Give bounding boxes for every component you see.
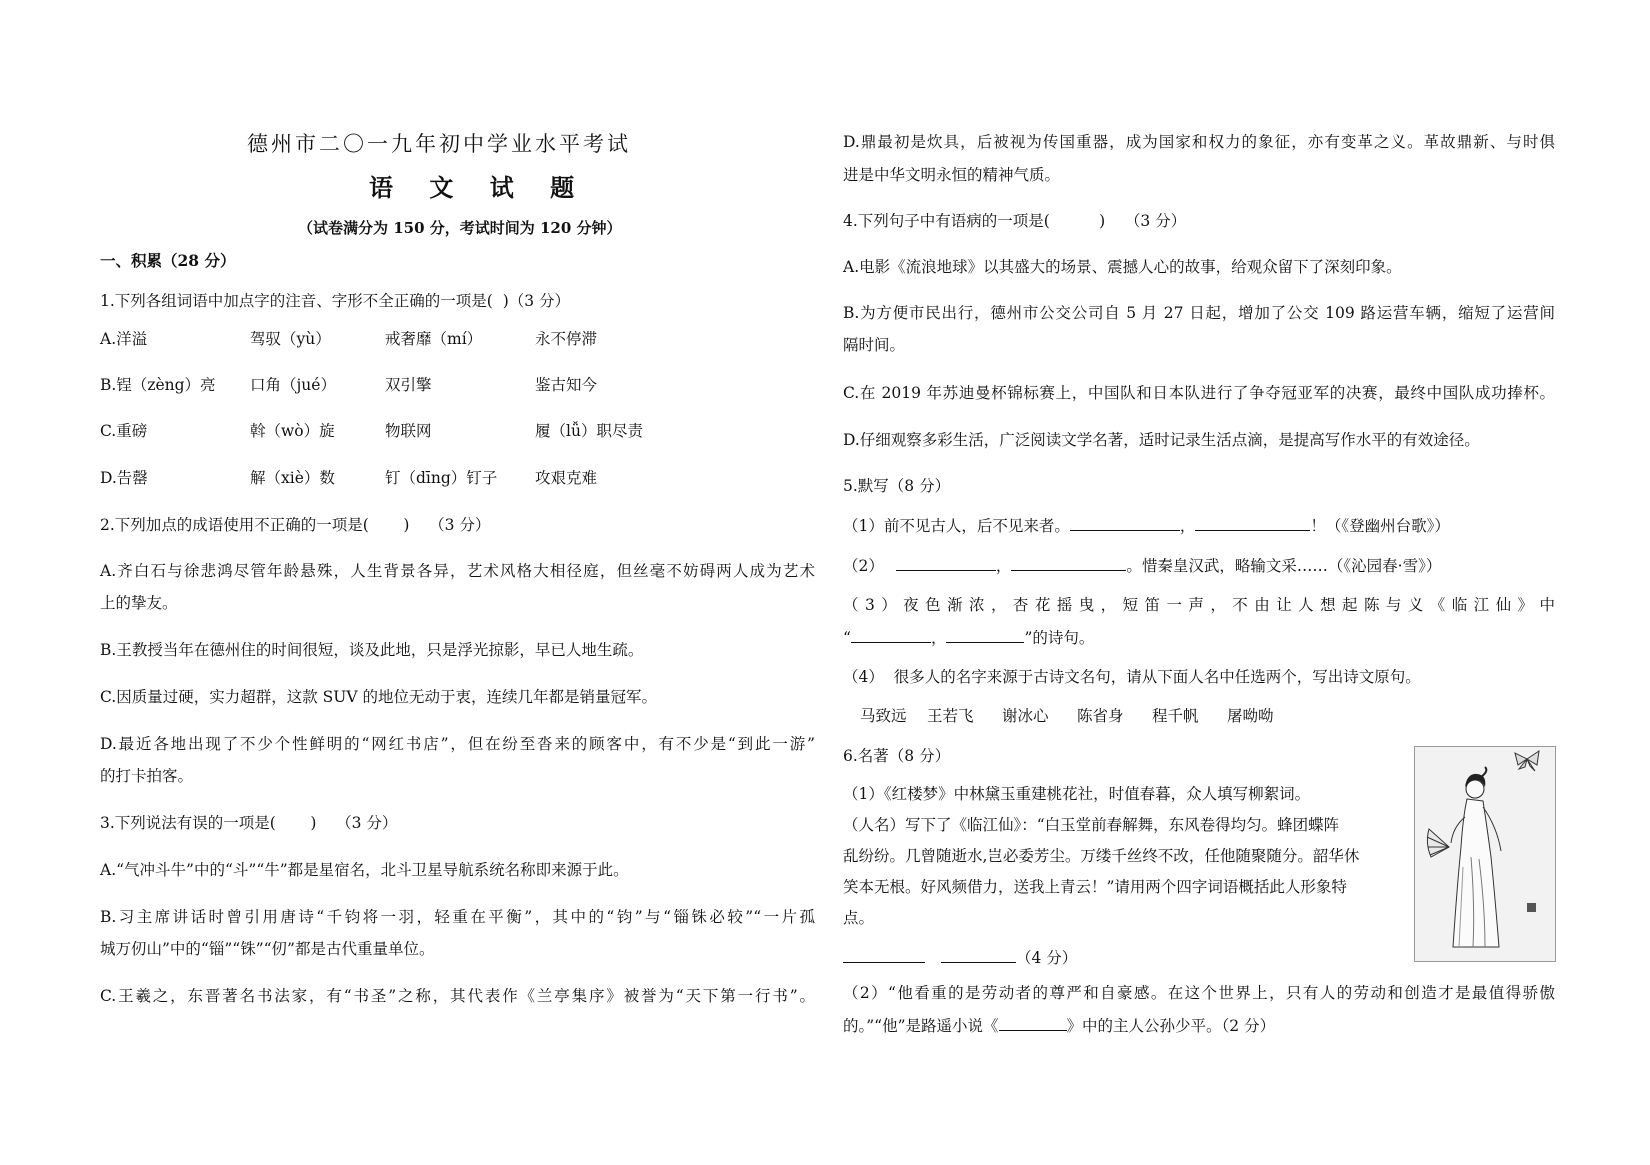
q2-option-a-line1: A.齐白石与徐悲鸿尽管年龄悬殊，人生背景各异，艺术风格大相径庭，但丝毫不妨碍两人成为艺术 xyxy=(100,562,815,580)
q3-option-c: C.王羲之，东晋著名书法家，有“书圣”之称，其代表作《兰亭集序》被誉为“天下第一行书”。 xyxy=(100,987,815,1005)
q5-item-4: （4） 很多人的名字来源于古诗文名句，请从下面人名中任选两个，写出诗文原句。 xyxy=(843,668,1421,686)
q6-item-1-answer-line xyxy=(843,947,1077,968)
q3-option-a: A.“气冲斗牛”中的“斗”“牛”都是星宿名，北斗卫星导航系统名称即来源于此。 xyxy=(100,861,629,879)
q4-option-b-line2: 隔时间。 xyxy=(843,336,906,354)
q1-cell: 口角（jué） xyxy=(250,376,336,394)
name-item: 程千帆 xyxy=(1152,707,1199,725)
comma: ， xyxy=(1179,517,1196,535)
q6-item-1-line3: 乱纷纷。几曾随逝水,岂必委芳尘。万缕千丝终不改，任他随聚随分。韶华休 xyxy=(843,847,1360,865)
q1-cell: 履（lǚ）职尽责 xyxy=(535,422,643,440)
answer-blank[interactable] xyxy=(851,627,931,643)
q6-item-1-score: （4 分） xyxy=(1016,949,1078,967)
q4-option-b-line1: B.为方便市民出行，德州市公交公司自 5 月 27 日起，增加了公交 109 路运营车辆，缩短了运营间 xyxy=(843,304,1555,322)
q1-cell: 物联网 xyxy=(385,422,432,440)
q2-option-c: C.因质量过硬，实力超群，这款 SUV 的地位无动于衷，连续几年都是销量冠军。 xyxy=(100,688,657,706)
q2-option-d-line2: 的打卡拍客。 xyxy=(100,767,194,785)
exam-note: （试卷满分为 150 分，考试时间为 120 分钟） xyxy=(298,219,622,237)
q3-option-d-line2: 进是中华文明永恒的精神气质。 xyxy=(843,166,1061,184)
q1-cell: B.锃（zèng）亮 xyxy=(100,376,216,394)
q1-cell: 斡（wò）旋 xyxy=(250,422,335,440)
q2-stem: 2.下列加点的成语使用不正确的一项是( ) （3 分） xyxy=(100,516,491,534)
q1-cell: C.重磅 xyxy=(100,422,148,440)
q1-cell: 永不停滞 xyxy=(535,330,598,348)
exam-title: 德州市二〇一九年初中学业水平考试 xyxy=(247,132,631,156)
q6-item-2-end: 》中的主人公孙少平。（2 分） xyxy=(1066,1017,1276,1035)
open-quote: “ xyxy=(843,629,851,647)
q5-item-1-text: （1）前不见古人，后不见来者。 xyxy=(843,517,1070,535)
name-item: 王若飞 xyxy=(927,707,974,725)
q1-stem: 1.下列各组词语中加点字的注音、字形不全正确的一项是( )（3 分） xyxy=(100,292,571,310)
answer-blank[interactable] xyxy=(999,1015,1067,1031)
answer-blank[interactable] xyxy=(1011,555,1126,571)
subject-title: 语 文 试 题 xyxy=(369,173,589,202)
q4-stem: 4.下列句子中有语病的一项是( ) （3 分） xyxy=(843,212,1187,230)
lady-with-fan-illustration xyxy=(1414,746,1556,962)
answer-blank[interactable] xyxy=(1195,515,1310,531)
q5-item-2-label: （2） xyxy=(843,557,884,575)
q5-item-1 xyxy=(843,515,1450,536)
q5-item-3-line1: （3）夜色渐浓，杏花摇曳，短笛一声，不由让人想起陈与义《临江仙》中 xyxy=(843,596,1555,614)
q5-item-2-source: 。惜秦皇汉武，略输文采……（《沁园春·雪》） xyxy=(1126,557,1442,575)
q5-item-2 xyxy=(843,555,1441,576)
q6-item-1-line2: （人名）写下了《临江仙》：“白玉堂前春解舞，东风卷得均匀。蜂团蝶阵 xyxy=(843,816,1340,834)
q6-item-1-line1: （1）《红楼梦》中林黛玉重建桃花社，时值春暮，众人填写柳絮词。 xyxy=(843,785,1311,803)
q3-option-b-line1: B.习主席讲话时曾引用唐诗“千钧将一羽，轻重在平衡”，其中的“钧”与“锱铢必较”“一片孤 xyxy=(100,908,815,926)
q1-cell: 钉（dīng）钉子 xyxy=(385,469,498,487)
q4-option-d: D.仔细观察多彩生活，广泛阅读文学名著，适时记录生活点滴，是提高写作水平的有效途径。 xyxy=(843,431,1480,449)
q1-cell: 戒奢靡（mí） xyxy=(385,330,483,348)
answer-blank[interactable] xyxy=(896,555,996,571)
q1-cell: 解（xiè）数 xyxy=(250,469,335,487)
q5-item-1-source: ！（《登幽州台歌》） xyxy=(1310,517,1450,535)
q5-item-3-end: ”的诗句。 xyxy=(1024,629,1095,647)
q1-cell: 驾驭（yù） xyxy=(250,330,331,348)
q2-option-d-line1: D.最近各地出现了不少个性鲜明的“网红书店”，但在纷至沓来的顾客中，有不少是“到此一游” xyxy=(100,735,815,753)
q6-item-1-line5: 点。 xyxy=(843,909,875,927)
answer-blank[interactable] xyxy=(1070,515,1180,531)
q5-stem: 5.默写（8 分） xyxy=(843,477,951,495)
q1-cell: 鉴古知今 xyxy=(535,376,598,394)
q6-item-2-line2 xyxy=(843,1015,1275,1036)
q2-option-a-line2: 上的挚友。 xyxy=(100,594,178,612)
q5-item-3-line2 xyxy=(843,627,1094,648)
q6-item-2-line1: （2）“他看重的是劳动者的尊严和自豪感。在这个世界上，只有人的劳动和创造才是最值得骄傲 xyxy=(843,984,1555,1002)
comma: ， xyxy=(930,629,947,647)
q1-cell: D.告罄 xyxy=(100,469,148,487)
q6-item-2-text: 的。”“他”是路遥小说《 xyxy=(843,1017,999,1035)
seal-mark xyxy=(1527,903,1536,912)
q3-stem: 3.下列说法有误的一项是( ) （3 分） xyxy=(100,814,398,832)
name-item: 陈省身 xyxy=(1077,707,1124,725)
name-item: 马致远 xyxy=(860,707,907,725)
q2-option-b: B.王教授当年在德州住的时间很短，谈及此地，只是浮光掠影，早已人地生疏。 xyxy=(100,641,644,659)
answer-blank[interactable] xyxy=(941,947,1016,963)
q4-option-a: A.电影《流浪地球》以其盛大的场景、震撼人心的故事，给观众留下了深刻印象。 xyxy=(843,258,1402,276)
q3-option-d-line1: D.鼎最初是炊具，后被视为传国重器，成为国家和权力的象征，亦有变革之义。革故鼎新、与时俱 xyxy=(843,133,1555,151)
q6-stem: 6.名著（8 分） xyxy=(843,747,951,765)
q1-cell: 双引擎 xyxy=(385,376,432,394)
name-item: 屠呦呦 xyxy=(1227,707,1274,725)
q1-cell: 攻艰克难 xyxy=(535,469,598,487)
q4-option-c: C.在 2019 年苏迪曼杯锦标赛上，中国队和日本队进行了争夺冠亚军的决赛，最终中国队成功捧杯。 xyxy=(843,384,1555,402)
answer-blank[interactable] xyxy=(843,947,925,963)
section-heading: 一、积累（28 分） xyxy=(100,251,236,270)
q6-item-1-line4: 笑本无根。好风频借力，送我上青云！”请用两个四字词语概括此人形象特 xyxy=(843,878,1347,896)
illustration-drawing xyxy=(1415,747,1555,961)
answer-blank[interactable] xyxy=(946,627,1024,643)
comma: ， xyxy=(995,557,1012,575)
q3-option-b-line2: 城万仞山”中的“锱”“铢”“仞”都是古代重量单位。 xyxy=(100,940,435,958)
q1-cell: A.洋溢 xyxy=(100,330,148,348)
name-item: 谢冰心 xyxy=(1002,707,1049,725)
